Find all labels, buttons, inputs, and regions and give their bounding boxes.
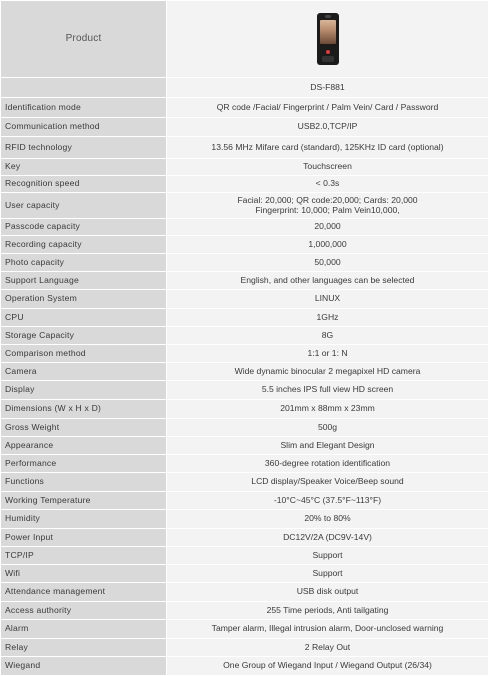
spec-row [1, 219, 489, 236]
spec-row [1, 254, 489, 272]
spec-value: 20% to 80% [167, 510, 489, 529]
spec-label: Appearance [1, 437, 167, 455]
spec-value: 500g [167, 419, 489, 437]
spec-row [1, 492, 489, 510]
spec-row [1, 602, 489, 620]
spec-value: Wide dynamic binocular 2 megapixel HD camera [167, 363, 489, 381]
spec-value: One Group of Wiegand Input / Wiegand Output (26/34) [167, 657, 489, 676]
spec-label: Wiegand [1, 657, 167, 676]
spec-row [1, 327, 489, 345]
spec-label: Storage Capacity [1, 327, 167, 345]
spec-label: Display [1, 381, 167, 400]
spec-label: Photo capacity [1, 254, 167, 272]
spec-row [1, 236, 489, 254]
spec-value: < 0.3s [167, 176, 489, 193]
spec-label: Camera [1, 363, 167, 381]
spec-value: 20,000 [167, 219, 489, 236]
spec-label: Identification mode [1, 98, 167, 118]
spec-row [1, 309, 489, 327]
spec-row [1, 583, 489, 602]
spec-row [1, 620, 489, 639]
spec-row [1, 473, 489, 492]
spec-row [1, 400, 489, 419]
spec-value: 201mm x 88mm x 23mm [167, 400, 489, 419]
spec-label: Recording capacity [1, 236, 167, 254]
spec-row [1, 657, 489, 676]
spec-value: Tamper alarm, Illegal intrusion alarm, Door-unclosed warning [167, 620, 489, 639]
spec-row [1, 272, 489, 290]
spec-label: Alarm [1, 620, 167, 639]
product-header-label: Product [1, 1, 167, 78]
spec-value: USB2.0,TCP/IP [167, 118, 489, 137]
model-value: DS-F881 [167, 78, 489, 98]
spec-value: Slim and Elegant Design [167, 437, 489, 455]
spec-value: LCD display/Speaker Voice/Beep sound [167, 473, 489, 492]
spec-value: 1GHz [167, 309, 489, 327]
spec-label: Key [1, 159, 167, 176]
spec-label: Working Temperature [1, 492, 167, 510]
spec-value: 5.5 inches IPS full view HD screen [167, 381, 489, 400]
spec-row [1, 529, 489, 547]
spec-row [1, 193, 489, 219]
spec-label: Access authority [1, 602, 167, 620]
spec-row [1, 290, 489, 309]
spec-label: Attendance management [1, 583, 167, 602]
spec-label: Dimensions (W x H x D) [1, 400, 167, 419]
spec-label: Performance [1, 455, 167, 473]
spec-row [1, 547, 489, 565]
spec-row [1, 381, 489, 400]
spec-label: Comparison method [1, 345, 167, 363]
spec-value: 255 Time periods, Anti tailgating [167, 602, 489, 620]
spec-label: Wifi [1, 565, 167, 583]
spec-value: English, and other languages can be selected [167, 272, 489, 290]
spec-label: CPU [1, 309, 167, 327]
spec-row [1, 98, 489, 118]
spec-label: Power Input [1, 529, 167, 547]
model-row [1, 78, 489, 98]
spec-label: Support Language [1, 272, 167, 290]
camera-lens-icon [325, 15, 331, 18]
spec-label: Relay [1, 639, 167, 657]
spec-value: LINUX [167, 290, 489, 309]
spec-row [1, 565, 489, 583]
spec-value: Support [167, 547, 489, 565]
spec-row [1, 176, 489, 193]
product-device-image [317, 13, 339, 65]
spec-label: Communication method [1, 118, 167, 137]
spec-value: Support [167, 565, 489, 583]
spec-row [1, 455, 489, 473]
spec-label: Recognition speed [1, 176, 167, 193]
spec-label: Passcode capacity [1, 219, 167, 236]
spec-row [1, 363, 489, 381]
spec-value: 13.56 MHz Mifare card (standard), 125KHz ID card (optional) [167, 137, 489, 159]
spec-row [1, 137, 489, 159]
spec-label: Operation System [1, 290, 167, 309]
spec-label: Gross Weight [1, 419, 167, 437]
spec-value: Touchscreen [167, 159, 489, 176]
spec-row [1, 159, 489, 176]
spec-row [1, 345, 489, 363]
spec-row [1, 118, 489, 137]
spec-row [1, 437, 489, 455]
device-screen [320, 20, 336, 44]
spec-label: Humidity [1, 510, 167, 529]
spec-row [1, 639, 489, 657]
spec-value: 8G [167, 327, 489, 345]
spec-value: 1:1 or 1: N [167, 345, 489, 363]
model-row-label [1, 78, 167, 98]
fingerprint-pad-icon [322, 56, 334, 62]
spec-label: RFID technology [1, 137, 167, 159]
spec-value: 50,000 [167, 254, 489, 272]
spec-value: QR code /Facial/ Fingerprint / Palm Vein/ Card / Password [167, 98, 489, 118]
spec-row [1, 419, 489, 437]
spec-value: DC12V/2A (DC9V-14V) [167, 529, 489, 547]
spec-label: Functions [1, 473, 167, 492]
product-image-cell [167, 1, 489, 78]
spec-value: USB disk output [167, 583, 489, 602]
spec-value: Facial: 20,000; QR code:20,000; Cards: 20,000 Fingerprint: 10,000; Palm Vein10,000, [167, 193, 489, 219]
spec-value: 1,000,000 [167, 236, 489, 254]
spec-table-body [1, 1, 489, 676]
spec-row [1, 510, 489, 529]
indicator-light-icon [326, 50, 330, 54]
spec-value: 2 Relay Out [167, 639, 489, 657]
spec-label: User capacity [1, 193, 167, 219]
spec-value: 360-degree rotation identification [167, 455, 489, 473]
spec-label: TCP/IP [1, 547, 167, 565]
product-image-row [1, 1, 489, 78]
spec-value: -10°C~45°C (37.5°F~113°F) [167, 492, 489, 510]
